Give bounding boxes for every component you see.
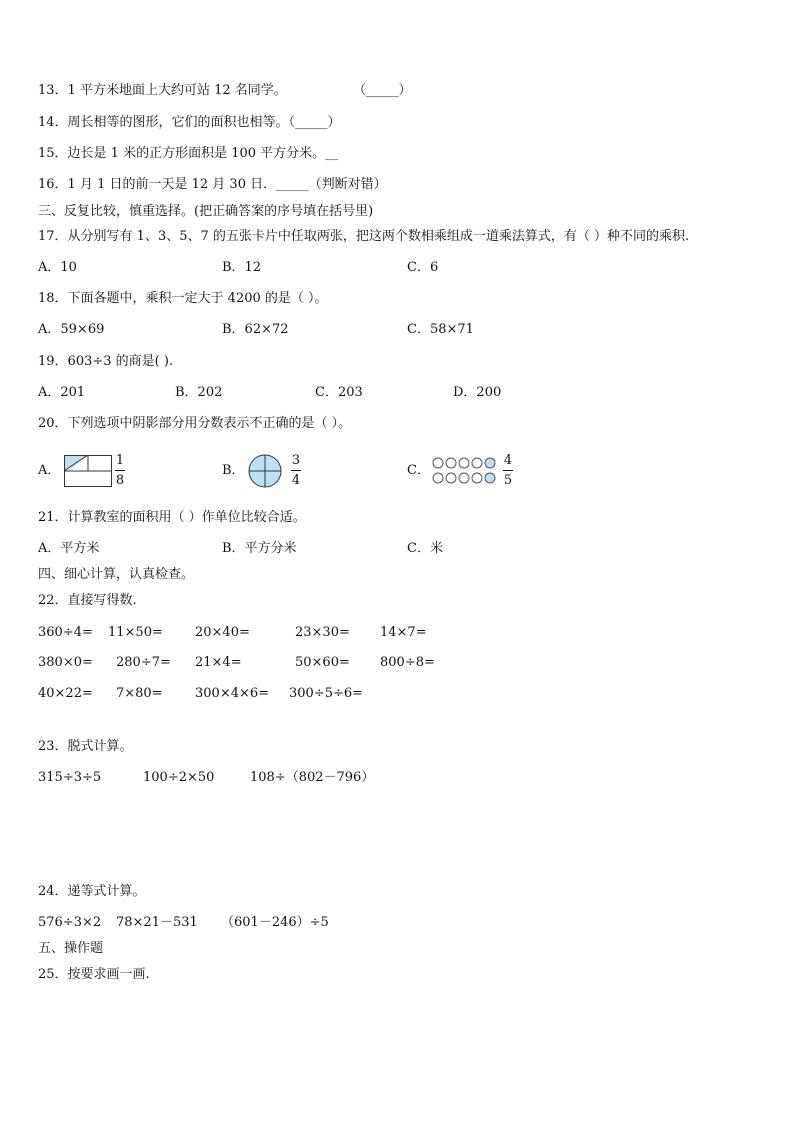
calc-item: 78×21－531 xyxy=(116,915,198,930)
q20-option-c-label[interactable]: C． xyxy=(407,463,430,478)
q20-fraction-b xyxy=(291,453,301,488)
question-15: 15．边长是 1 米的正方形面积是 100 平方分米。__ xyxy=(38,146,339,161)
fraction-denominator: 4 xyxy=(291,473,301,488)
q17-option-c[interactable]: C．6 xyxy=(407,260,439,275)
q21-option-c[interactable]: C．米 xyxy=(407,541,443,556)
calc-item: 800÷8= xyxy=(380,655,435,670)
fraction-denominator: 5 xyxy=(503,473,513,488)
calc-item: 50×60= xyxy=(295,655,350,670)
rectangle-figure xyxy=(64,455,112,487)
q20-option-a-label[interactable]: A． xyxy=(38,463,61,478)
q18-option-a[interactable]: A．59×69 xyxy=(38,322,105,337)
question-14: 14．周长相等的图形，它们的面积也相等。（_____） xyxy=(38,115,341,130)
question-20: 20．下列选项中阴影部分用分数表示不正确的是（ ）。 xyxy=(38,416,352,431)
calc-item: 360÷4= xyxy=(38,625,93,640)
q20-option-b-label[interactable]: B． xyxy=(222,463,245,478)
fraction-denominator: 8 xyxy=(115,473,125,488)
calc-item: 576÷3×2 xyxy=(38,915,102,930)
q21-option-b[interactable]: B．平方分米 xyxy=(222,541,297,556)
fraction-numerator: 1 xyxy=(115,453,125,468)
calc-item: 300÷5÷6= xyxy=(289,686,364,701)
calc-item: 11×50= xyxy=(108,625,163,640)
q19-option-c[interactable]: C．203 xyxy=(315,385,363,400)
calc-item: 315÷3÷5 xyxy=(38,770,102,785)
question-13-answer-blank[interactable]: （_____） xyxy=(353,83,412,98)
section-5-heading: 五、操作题 xyxy=(38,941,104,956)
question-25: 25．按要求画一画. xyxy=(38,967,150,982)
question-13 xyxy=(38,82,412,100)
question-21: 21．计算教室的面积用（ ）作单位比较合适。 xyxy=(38,510,306,525)
question-18: 18．下面各题中，乘积一定大于 4200 的是（ ）。 xyxy=(38,291,328,306)
fraction-bar xyxy=(291,470,301,471)
q20-fraction-c xyxy=(503,453,513,488)
question-19: 19．603÷3 的商是( ). xyxy=(38,354,174,369)
fraction-bar xyxy=(115,470,125,471)
question-24: 24．递等式计算。 xyxy=(38,884,146,899)
section-3-heading: 三、反复比较，慎重选择。(把正确答案的序号填在括号里) xyxy=(38,204,374,219)
calc-item: 21×4= xyxy=(195,655,242,670)
question-23: 23．脱式计算。 xyxy=(38,739,133,754)
calc-item: 14×7= xyxy=(380,625,427,640)
calc-item: 380×0= xyxy=(38,655,93,670)
q17-option-b[interactable]: B．12 xyxy=(222,260,262,275)
calc-item: （601－246）÷5 xyxy=(221,915,329,930)
calc-item: 40×22= xyxy=(38,686,93,701)
q19-option-a[interactable]: A．201 xyxy=(38,385,86,400)
calc-item: 100÷2×50 xyxy=(143,770,215,785)
circles-figure xyxy=(432,456,498,486)
question-16: 16．1 月 1 日的前一天是 12 月 30 日．_____（判断对错） xyxy=(38,177,387,192)
calc-item: 300×4×6= xyxy=(195,686,270,701)
q20-fraction-a xyxy=(115,453,125,488)
question-17: 17．从分别写有 1、3、5、7 的五张卡片中任取两张，把这两个数相乘组成一道乘法算式，有（ ）种不同的乘积. xyxy=(38,229,690,244)
circle-figure xyxy=(248,454,282,488)
fraction-numerator: 3 xyxy=(291,453,301,468)
calc-item: 280÷7= xyxy=(116,655,171,670)
q18-option-b[interactable]: B．62×72 xyxy=(222,322,289,337)
q19-option-b[interactable]: B．202 xyxy=(175,385,223,400)
q17-option-a[interactable]: A．10 xyxy=(38,260,77,275)
calc-item: 7×80= xyxy=(116,686,163,701)
calc-item: 20×40= xyxy=(195,625,250,640)
calc-item: 23×30= xyxy=(295,625,350,640)
calc-item: 108÷（802－796） xyxy=(250,770,375,785)
q18-option-c[interactable]: C．58×71 xyxy=(407,322,474,337)
q21-option-a[interactable]: A．平方米 xyxy=(38,541,100,556)
fraction-bar xyxy=(503,470,513,471)
question-13-text: 13．1 平方米地面上大约可站 12 名同学。 xyxy=(38,83,287,98)
question-22: 22．直接写得数. xyxy=(38,593,137,608)
q19-option-d[interactable]: D．200 xyxy=(453,385,502,400)
section-4-heading: 四、细心计算，认真检查。 xyxy=(38,567,195,582)
fraction-numerator: 4 xyxy=(503,453,513,468)
